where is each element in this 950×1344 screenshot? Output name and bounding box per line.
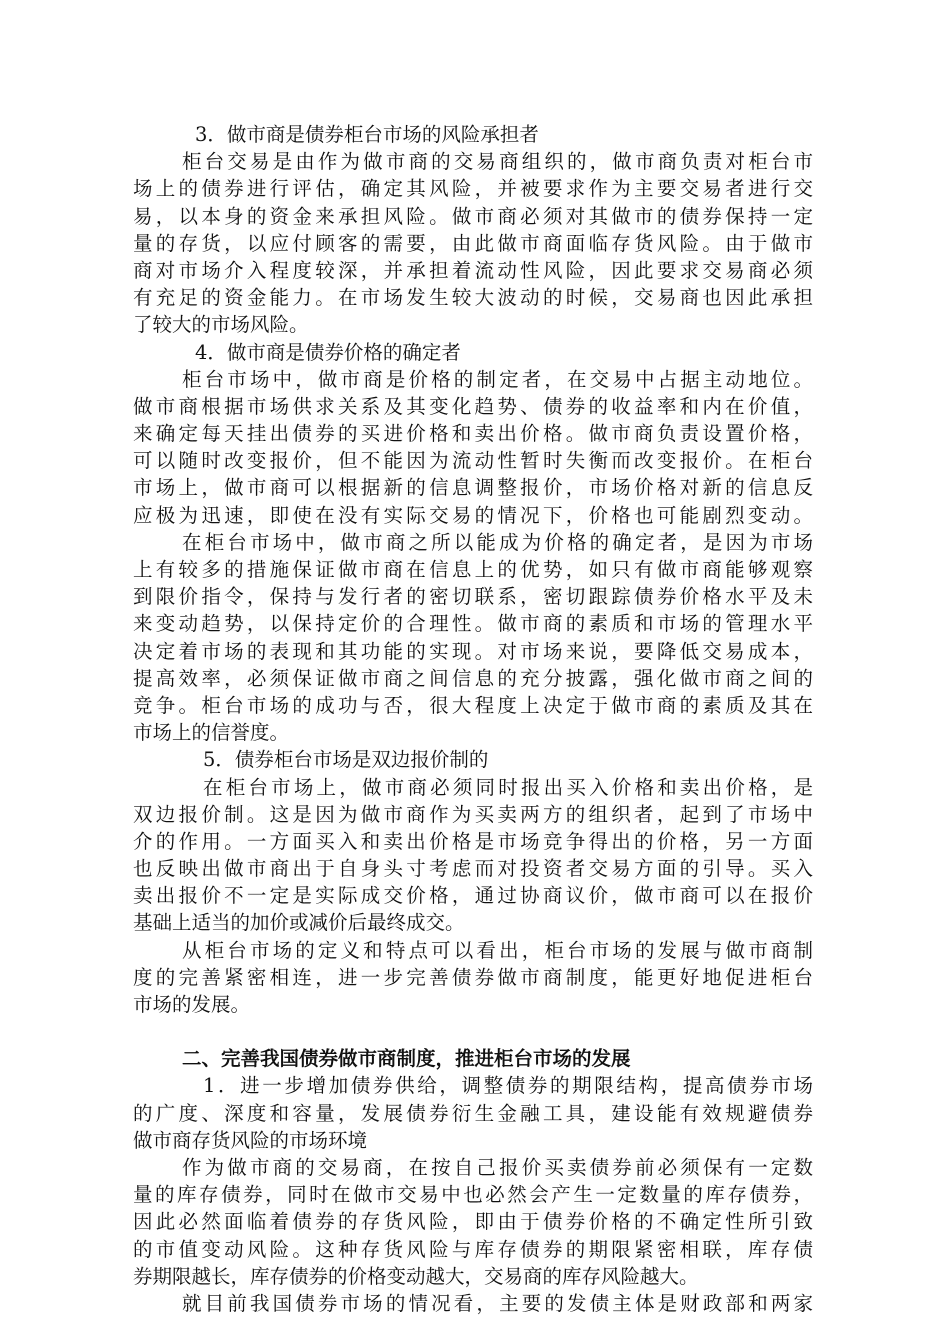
text-line: 市场上，做市商可以根据新的信息调整报价，市场价格对新的信息反 bbox=[133, 476, 813, 500]
text-line: 双边报价制。这是因为做市商作为买卖两方的组织者，起到了市场中 bbox=[133, 802, 813, 826]
text-line: 上有较多的措施保证做市商在信息上的优势，如只有做市商能够观察 bbox=[133, 558, 813, 581]
text-line: 商对市场介入程度较深，并承担着流动性风险，因此要求交易商必须 bbox=[133, 258, 813, 282]
text-line: 提高效率，必须保证做市商之间信息的充分披露，强化做市商之间的 bbox=[133, 666, 813, 690]
section-heading-line: 4．做市商是债券价格的确定者 bbox=[195, 340, 461, 364]
text-line: 有充足的资金能力。在市场发生较大波动的时候，交易商也因此承担 bbox=[133, 286, 813, 310]
text-line: 在柜台市场中，做市商之所以能成为价格的确定者，是因为市场 bbox=[182, 530, 813, 554]
text-line: 量的库存债券，同时在做市交易中也必然会产生一定数量的库存债券， bbox=[133, 1183, 813, 1207]
text-line: 易，以本身的资金来承担风险。做市商必须对其做市的债券保持一定 bbox=[133, 204, 813, 228]
text-line: 做市商根据市场供求关系及其变化趋势、债券的收益率和内在价值， bbox=[133, 394, 813, 418]
text-line: 来变动趋势，以保持定价的合理性。做市商的素质和市场的管理水平 bbox=[133, 612, 813, 636]
section-heading-line: 5．债券柜台市场是双边报价制的 bbox=[203, 748, 489, 772]
section-heading-line: 二、完善我国债券做市商制度，推进柜台市场的发展 bbox=[182, 1047, 631, 1071]
text-line: 因此必然面临着债券的存货风险，即由于债券价格的不确定性所引致 bbox=[133, 1210, 813, 1234]
text-line: 的市值变动风险。这种存货风险与库存债券的期限紧密相联，库存债 bbox=[133, 1237, 813, 1261]
body-text bbox=[133, 121, 813, 1317]
text-line: 在柜台市场上，做市商必须同时报出买入价格和卖出价格，是 bbox=[203, 775, 813, 799]
text-line: 券期限越长，库存债券的价格变动越大，交易商的库存风险越大。 bbox=[133, 1264, 699, 1288]
text-line: 作为做市商的交易商，在按自己报价买卖债券前必须保有一定数 bbox=[182, 1155, 813, 1179]
text-line: 也反映出做市商出于自身头寸考虑而对投资者交易方面的引导。买入 bbox=[133, 857, 813, 881]
text-line: 来确定每天挂出债券的买进价格和卖出价格。做市商负责设置价格， bbox=[133, 422, 813, 446]
text-line: 市场的发展。 bbox=[133, 993, 251, 1016]
text-line: 基础上适当的加价或减价后最终成交。 bbox=[133, 911, 465, 935]
text-line: 市场上的信誉度。 bbox=[133, 721, 290, 745]
text-line: 竞争。柜台市场的成功与否，很大程度上决定于做市商的素质及其在 bbox=[133, 693, 813, 717]
text-line: 就目前我国债券市场的情况看，主要的发债主体是财政部和两家 bbox=[182, 1291, 813, 1315]
text-line: 可以随时改变报价，但不能因为流动性暂时失衡而改变报价。在柜台 bbox=[133, 449, 813, 473]
text-line: 卖出报价不一定是实际成交价格，通过协商议价，做市商可以在报价 bbox=[133, 884, 813, 908]
text-line: 介的作用。一方面买入和卖出价格是市场竞争得出的价格，另一方面 bbox=[133, 829, 813, 853]
text-line: 到限价指令，保持与发行者的密切联系，密切跟踪债券价格水平及未 bbox=[133, 585, 813, 609]
section-heading-line: 3．做市商是债券柜台市场的风险承担者 bbox=[195, 123, 539, 146]
text-line: 做市商存货风险的市场环境 bbox=[133, 1128, 368, 1152]
text-line: 决定着市场的表现和其功能的实现。对市场来说，要降低交易成本， bbox=[133, 639, 813, 663]
text-line: 柜台交易是由作为做市商的交易商组织的，做市商负责对柜台市 bbox=[182, 150, 813, 174]
text-line: 应极为迅速，即使在没有实际交易的情况下，价格也可能剧烈变动。 bbox=[133, 503, 813, 527]
text-line: 从柜台市场的定义和特点可以看出，柜台市场的发展与做市商制 bbox=[182, 938, 813, 962]
text-line: 1．进一步增加债券供给，调整债券的期限结构，提高债券市场 bbox=[203, 1074, 813, 1098]
text-line: 柜台市场中，做市商是价格的制定者，在交易中占据主动地位。 bbox=[182, 367, 813, 391]
text-line: 量的存货，以应付顾客的需要，由此做市商面临存货风险。由于做市 bbox=[133, 231, 813, 255]
text-line: 场上的债券进行评估，确定其风险，并被要求作为主要交易者进行交 bbox=[133, 177, 813, 201]
text-line: 的广度、深度和容量，发展债券衍生金融工具，建设能有效规避债券 bbox=[133, 1101, 813, 1125]
blank-line bbox=[133, 1018, 813, 1045]
text-line: 了较大的市场风险。 bbox=[133, 313, 309, 337]
text-line: 度的完善紧密相连，进一步完善债券做市商制度，能更好地促进柜台 bbox=[133, 965, 813, 989]
